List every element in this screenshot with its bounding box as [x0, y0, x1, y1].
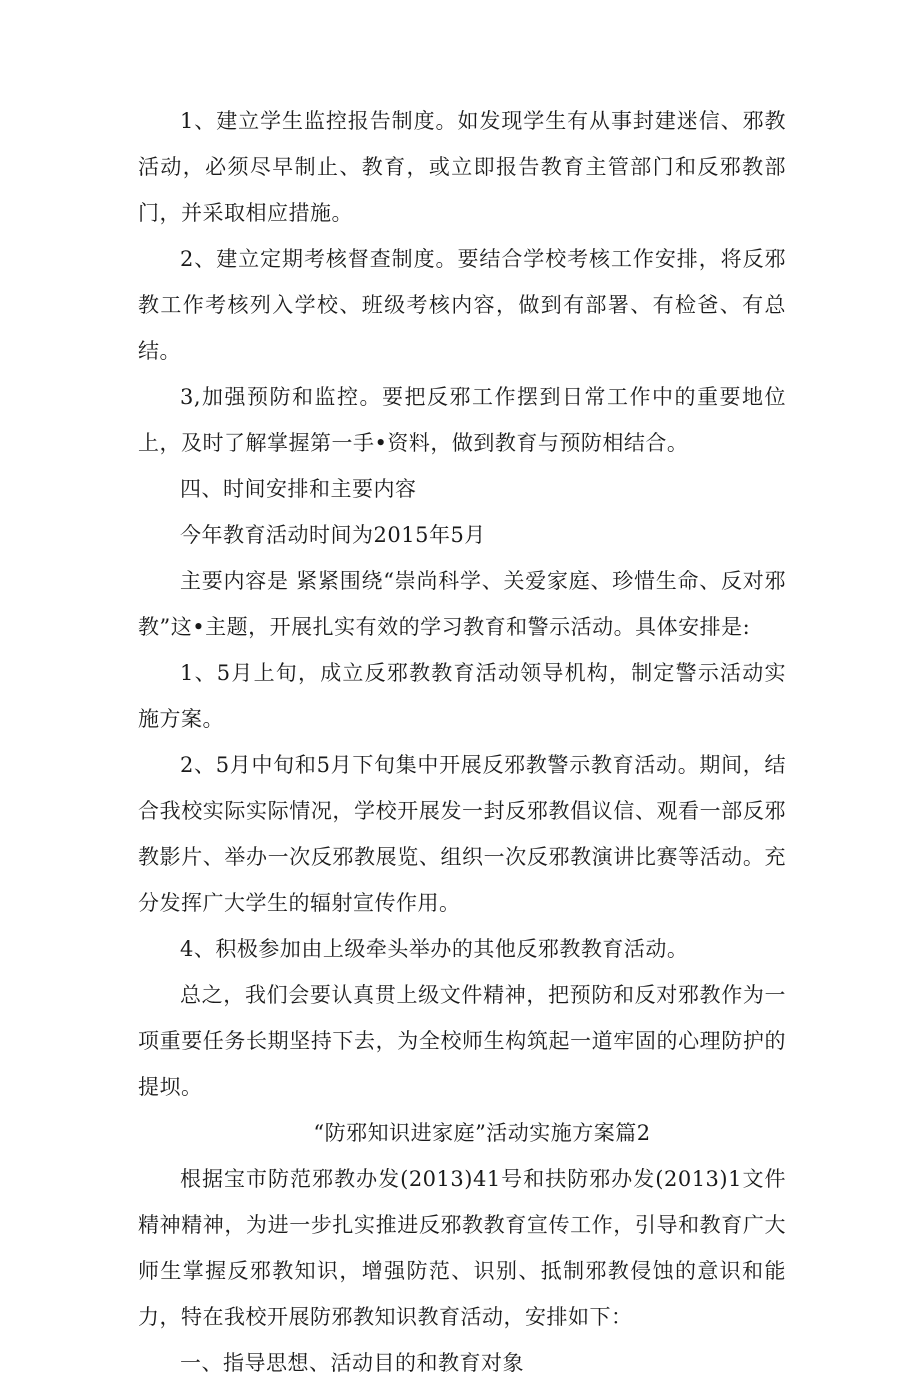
paragraph-prevention-monitoring: 3,加强预防和监控。要把反邪工作摆到日常工作中的重要地位上，及时了解掌握第一手•资料，做到教育与预防相结合。 — [138, 385, 786, 455]
paragraph-conclusion: 总之，我们会要认真贯上级文件精神，把预防和反对邪教作为一项重要任务长期坚持下去，为全校师生构筑起一道牢固的心理防护的提坝。 — [138, 983, 786, 1099]
list-item-participate: 4、积极参加由上级牵头举办的其他反邪教教育活动。 — [180, 937, 689, 961]
heading-schedule-content: 四、时间安排和主要内容 — [180, 477, 417, 501]
paragraph-main-content: 主要内容是 紧紧围绕“崇尚科学、关爱家庭、珍惜生命、反对邪教”这•主题，开展扎实有效的学习教育和警示活动。具体安排是: — [138, 569, 786, 639]
section-title: “防邪知识进家庭”活动实施方案篇2 — [313, 1121, 651, 1145]
document-body — [138, 98, 786, 1386]
paragraph-periodic-assessment: 2、建立定期考核督查制度。要结合学校考核工作安排，将反邪教工作考核列入学校、班级考核内容，做到有部署、有检爸、有总结。 — [138, 247, 786, 363]
list-item-mid-late-may: 2、5月中旬和5月下旬集中开展反邪教警示教育活动。期间，结合我校实际实际情况，学校开展发一封反邪教倡议信、观看一部反邪教影片、举办一次反邪教展览、组织一次反邪教演讲比赛等活动。充分发挥广大学生的辐射宣传作用。 — [138, 753, 786, 915]
list-item-early-may: 1、5月上旬，成立反邪教教育活动领导机构，制定警示活动实施方案。 — [138, 661, 786, 731]
paragraph-basis: 根据宝市防范邪教办发(2013)41号和扶防邪办发(2013)1文件精神精神，为进一步扎实推进反邪教教育宣传工作，引导和教育广大师生掌握反邪教知识，增强防范、识别、抵制邪教侵蚀的意识和能力，特在我校开展防邪教知识教育活动，安排如下： — [138, 1167, 786, 1329]
heading-guiding-thought: 一、指导思想、活动目的和教育对象 — [180, 1351, 524, 1375]
paragraph-monitoring-report: 1、建立学生监控报告制度。如发现学生有从事封建迷信、邪教活动，必须尽早制止、教育，或立即报告教育主管部门和反邪教部门，并采取相应措施。 — [138, 109, 786, 225]
paragraph-activity-time: 今年教育活动时间为2015年5月 — [180, 523, 486, 547]
